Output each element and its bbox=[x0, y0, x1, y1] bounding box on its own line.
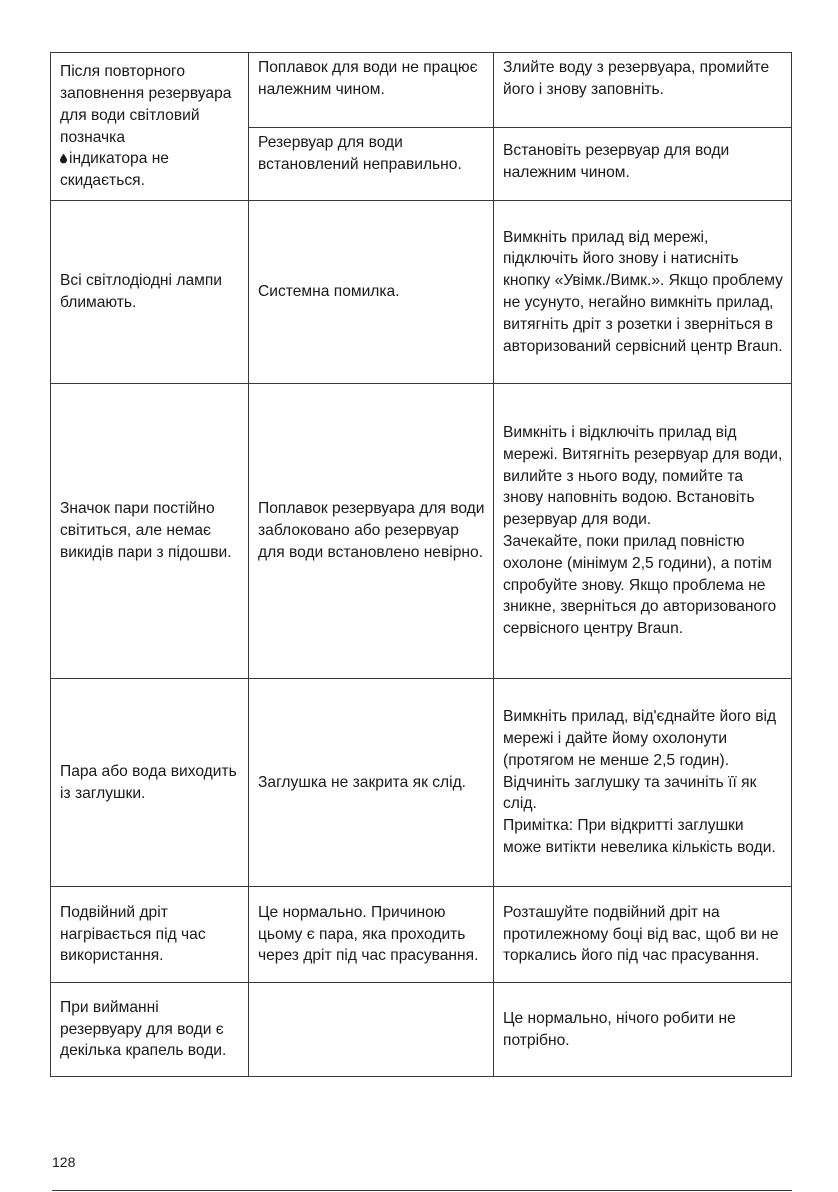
cause-cell: Заглушка не закрита як слід. bbox=[249, 679, 494, 887]
cause-text: Резервуар для води встановлений неправильно. bbox=[249, 127, 493, 180]
page-number: 128 bbox=[52, 1154, 76, 1170]
table-row bbox=[51, 679, 792, 887]
fix-cell: Вимкніть прилад від мережі, підключіть його знову і натисніть кнопку «Увімк./Вимк.». Якщо проблему не усунуто, негайно вимкніть прилад, витягніть дріт з розетки і зверніться в авторизований сервісний центр Braun. bbox=[494, 201, 792, 384]
problem-cell: Пара або вода виходить із заглушки. bbox=[51, 679, 249, 887]
table-row bbox=[51, 53, 792, 201]
cause-cell: Поплавок резервуара для води заблоковано або резервуар для води встановлено невірно. bbox=[249, 384, 494, 679]
problem-cell: Всі світлодіодні лампи блимають. bbox=[51, 201, 249, 384]
cause-cell bbox=[249, 53, 494, 201]
fix-cell: Це нормально, нічого робити не потрібно. bbox=[494, 983, 792, 1077]
water-drop-icon bbox=[60, 153, 67, 164]
table-row bbox=[51, 201, 792, 384]
problem-text-suffix: індикатора не скидається. bbox=[60, 150, 169, 190]
problem-cell: Значок пари постійно світиться, але немає викидів пари з підошви. bbox=[51, 384, 249, 679]
cause-text: Поплавок для води не працює належним чином. bbox=[258, 59, 478, 98]
cause-cell: Системна помилка. bbox=[249, 201, 494, 384]
fix-cell bbox=[494, 53, 792, 201]
fix-text: Злийте воду з резервуара, промийте його і знову заповніть. bbox=[503, 59, 770, 98]
problem-text: Після повторного заповнення резервуара для води світловий позначка bbox=[60, 63, 232, 146]
cause-cell bbox=[249, 983, 494, 1077]
troubleshooting-table bbox=[50, 52, 792, 1077]
footer-divider bbox=[52, 1190, 792, 1191]
problem-cell bbox=[51, 53, 249, 201]
fix-cell: Розташуйте подвійний дріт на протилежному боці від вас, щоб ви не торкались його під час прасування. bbox=[494, 887, 792, 983]
problem-cell: Подвійний дріт нагрівається під час використання. bbox=[51, 887, 249, 983]
cause-cell: Це нормально. Причиною цьому є пара, яка проходить через дріт під час прасування. bbox=[249, 887, 494, 983]
fix-text: Встановіть резервуар для води належним чином. bbox=[494, 127, 791, 188]
fix-cell: Вимкніть прилад, від'єднайте його від мережі і дайте йому охолонути (протягом не менше 2,5 годин). Відчиніть заглушку та зачиніть її як слід. Примітка: При відкритті заглушки може витікти невелика кількість води. bbox=[494, 679, 792, 887]
table-row bbox=[51, 887, 792, 983]
table-row bbox=[51, 983, 792, 1077]
table-row bbox=[51, 384, 792, 679]
fix-cell: Вимкніть і відключіть прилад від мережі. Витягніть резервуар для води, вилийте з нього воду, помийте та знову наповніть водою. Встановіть резервуар для води. Зачекайте, поки прилад повністю охолоне (мінімум 2,5 години), а потім спробуйте знову. Якщо проблема не зникне, зверніться до авторизованого сервісного центру Braun. bbox=[494, 384, 792, 679]
problem-cell: При вийманні резервуару для води є декілька крапель води. bbox=[51, 983, 249, 1077]
